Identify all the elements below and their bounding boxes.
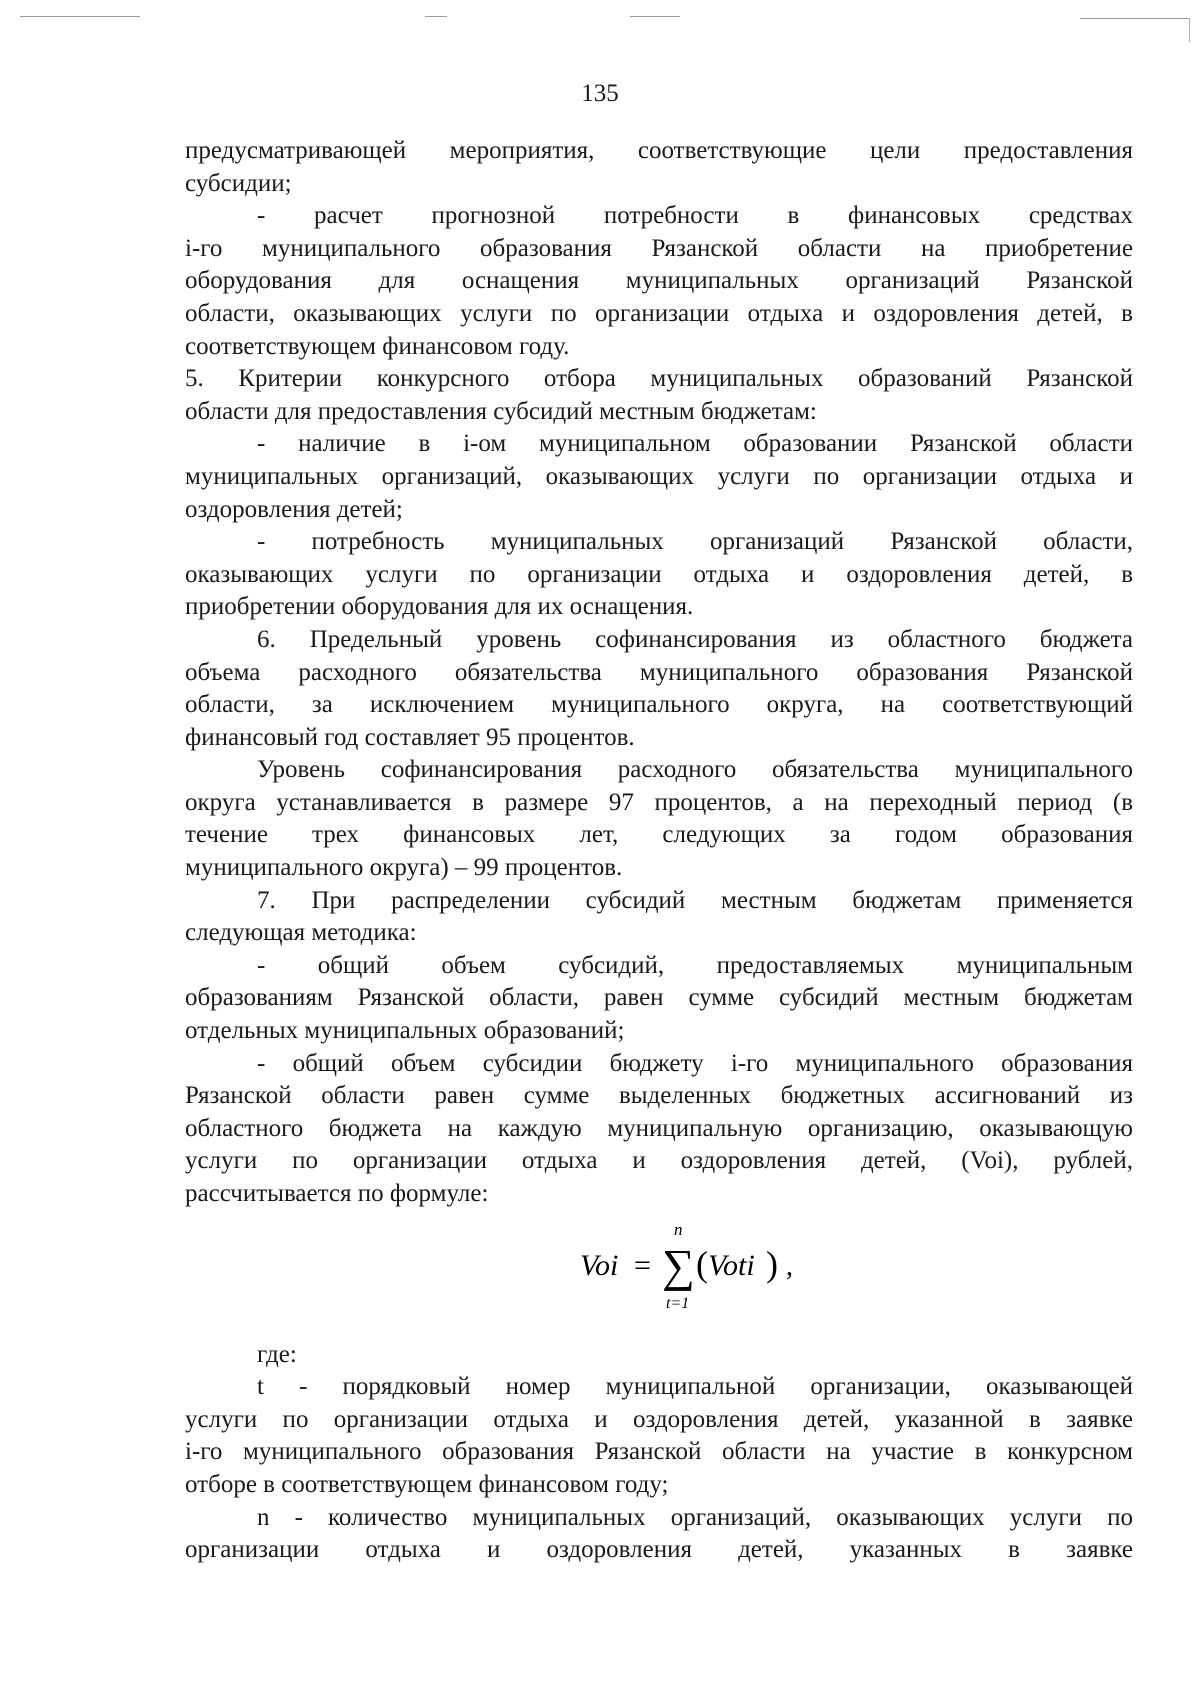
text-line: - общий объем субсидии бюджету i-го муниципального образования [257,1049,1133,1077]
text-line: - наличие в i-ом муниципальном образовании Рязанской области [257,430,1133,458]
paragraph [185,1502,1133,1567]
text-line: субсидии; [185,169,292,197]
text-line: области, оказывающих услуги по организации отдыха и оздоровления детей, в [185,299,1133,327]
text-line: Рязанской области равен сумме выделенных бюджетных ассигнований из [185,1082,1133,1110]
formula-trailing-comma: , [786,1250,793,1282]
paragraph [185,1048,1133,1211]
text-line: муниципальных организаций, оказывающих услуги по организации отдыха и [185,462,1133,490]
text-line: i-го муниципального образования Рязанской области на участие в конкурсном [185,1438,1133,1466]
text-line: Уровень софинансирования расходного обязательства муниципального [257,756,1133,784]
scan-artifact-edge [1189,18,1190,42]
sum-lower-limit: t=1 [666,1294,690,1312]
paren-open: ( [696,1243,708,1284]
paragraph [185,1339,1133,1372]
scan-artifact-line [630,16,680,17]
sum-sign: ∑ [662,1239,695,1291]
text-line: услуги по организации отдыха и оздоровления детей, указанной в заявке [185,1405,1133,1433]
text-line: образованиям Рязанской области, равен сумме субсидий местным бюджетам [185,984,1133,1012]
paragraph [185,1371,1133,1501]
text-line: финансовый год составляет 95 процентов. [185,723,635,751]
document-body [185,135,1133,1567]
text-line: округа устанавливается в размере 97 процентов, а на переходный период (в [185,788,1133,816]
paragraph [185,135,1133,200]
text-line: оздоровления детей; [185,495,403,523]
formula-graphic [580,1213,810,1331]
text-line: отдельных муниципальных образований; [185,1017,625,1045]
text-line: i-го муниципального образования Рязанской области на приобретение [185,234,1133,262]
text-line: области, за исключением муниципального округа, на соответствующий [185,691,1133,719]
text-line: организации отдыха и оздоровления детей, указанных в заявке [185,1536,1133,1564]
paragraph [185,754,1133,884]
text-line: где: [257,1340,297,1368]
text-line: соответствующем финансовом году. [185,332,570,360]
formula-operand: Voti [708,1248,755,1282]
sum-upper-limit: n [674,1219,683,1239]
text-line: услуги по организации отдыха и оздоровления детей, (Voi), рублей, [185,1147,1133,1175]
text-line: оборудования для оснащения муниципальных организаций Рязанской [185,267,1133,295]
text-line: рассчитывается по формуле: [185,1180,489,1207]
text-line: объема расходного обязательства муниципального образования Рязанской [185,658,1133,686]
paragraph [185,624,1133,754]
text-line: областного бюджета на каждую муниципальную организацию, оказывающую [185,1114,1133,1142]
paragraph [185,950,1133,1048]
text-line: t - порядковый номер муниципальной организации, оказывающей [257,1373,1133,1401]
text-line: следующая методика: [185,919,417,947]
paragraph [185,526,1133,624]
paragraph [185,885,1133,950]
text-line: оказывающих услуги по организации отдыха и оздоровления детей, в [185,560,1133,588]
text-line: области для предоставления субсидий местным бюджетам: [185,397,817,425]
text-line: - потребность муниципальных организаций Рязанской области, [257,528,1133,556]
paragraph [185,200,1133,363]
paragraph [185,428,1133,526]
text-line: муниципального округа) – 99 процентов. [185,854,623,882]
text-line: 5. Критерии конкурсного отбора муниципальных образований Рязанской [185,365,1133,393]
paren-close: ) [766,1243,778,1284]
text-line: - расчет прогнозной потребности в финансовых средствах [257,202,1133,230]
text-line: предусматривающей мероприятия, соответствующие цели предоставления [185,137,1133,164]
scan-artifact-line [425,16,447,17]
text-line: 6. Предельный уровень софинансирования из областного бюджета [257,625,1133,653]
paragraph [185,363,1133,428]
formula-lhs: Voi [580,1248,619,1282]
scan-artifact-line [1080,18,1190,19]
formula [185,1213,1133,1331]
text-line: - общий объем субсидий, предоставляемых муниципальным [257,951,1133,979]
formula-equals: = [634,1248,651,1282]
text-line: 7. При распределении субсидий местным бюджетам применяется [257,886,1133,914]
scan-artifact-line [20,16,140,17]
text-line: течение трех финансовых лет, следующих за годом образования [185,821,1133,849]
text-line: приобретении оборудования для их оснащения. [185,593,694,621]
text-line: n - количество муниципальных организаций, оказывающих услуги по [257,1503,1133,1531]
page-number: 135 [581,80,619,107]
text-line: отборе в соответствующем финансовом году; [185,1470,669,1498]
